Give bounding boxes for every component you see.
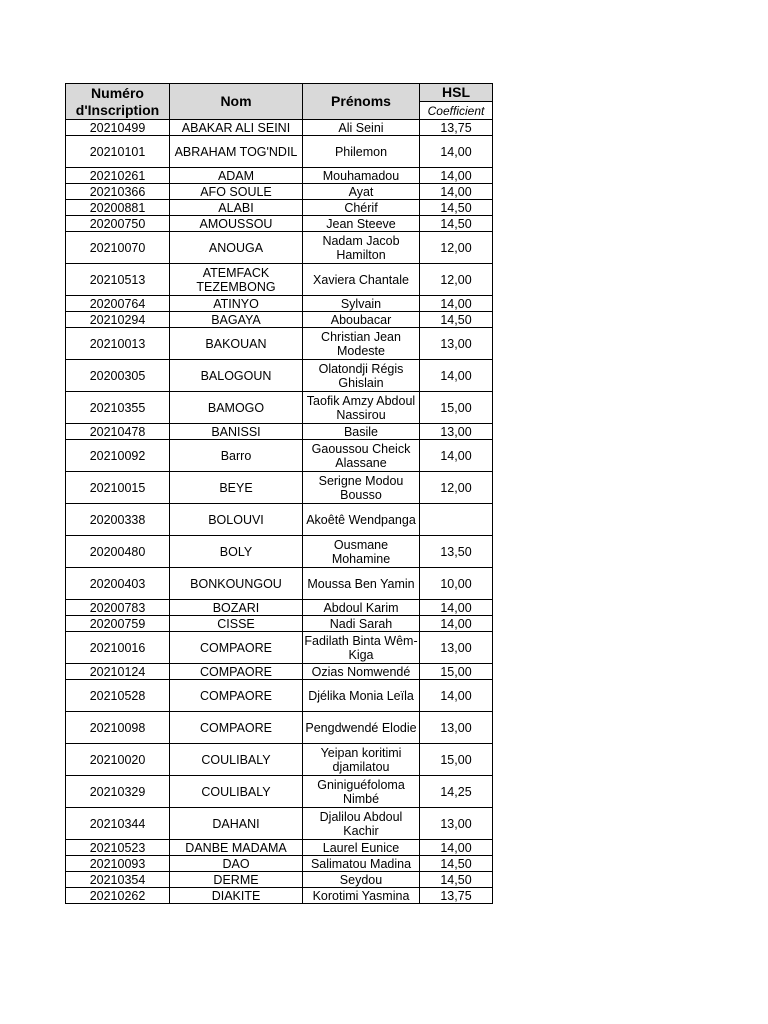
- cell-nom: DAHANI: [170, 808, 303, 840]
- cell-prenoms: Taofik Amzy Abdoul Nassirou: [303, 392, 420, 424]
- cell-nom: BALOGOUN: [170, 360, 303, 392]
- cell-nom: BANISSI: [170, 424, 303, 440]
- cell-prenoms: Jean Steeve: [303, 216, 420, 232]
- cell-nom: DIAKITE: [170, 888, 303, 904]
- header-coefficient: Coefficient: [420, 102, 493, 120]
- cell-prenoms: Seydou: [303, 872, 420, 888]
- table-row: [66, 616, 493, 632]
- cell-numero: 20200764: [66, 296, 170, 312]
- table-row: [66, 600, 493, 616]
- cell-hsl: 12,00: [420, 264, 493, 296]
- cell-numero: 20210016: [66, 632, 170, 664]
- cell-prenoms: Laurel Eunice: [303, 840, 420, 856]
- cell-hsl: 14,50: [420, 872, 493, 888]
- cell-nom: DANBE MADAMA: [170, 840, 303, 856]
- cell-prenoms: Christian Jean Modeste: [303, 328, 420, 360]
- cell-nom: ATINYO: [170, 296, 303, 312]
- cell-nom: COMPAORE: [170, 680, 303, 712]
- cell-prenoms: Djélika Monia Leïla: [303, 680, 420, 712]
- cell-nom: BAMOGO: [170, 392, 303, 424]
- cell-prenoms: Serigne Modou Bousso: [303, 472, 420, 504]
- cell-nom: BOLY: [170, 536, 303, 568]
- cell-prenoms: Philemon: [303, 136, 420, 168]
- table-row: [66, 360, 493, 392]
- cell-numero: 20210092: [66, 440, 170, 472]
- table-row: [66, 744, 493, 776]
- cell-prenoms: Moussa Ben Yamin: [303, 568, 420, 600]
- cell-hsl: 14,00: [420, 184, 493, 200]
- cell-prenoms: Yeipan koritimi djamilatou: [303, 744, 420, 776]
- cell-hsl: 14,00: [420, 840, 493, 856]
- cell-prenoms: Pengdwendé Elodie: [303, 712, 420, 744]
- table-body: [66, 120, 493, 904]
- header-prenoms: Prénoms: [303, 84, 420, 120]
- cell-hsl: 15,00: [420, 744, 493, 776]
- cell-hsl: 10,00: [420, 568, 493, 600]
- cell-prenoms: Gniniguéfoloma Nimbé: [303, 776, 420, 808]
- cell-hsl: 13,75: [420, 888, 493, 904]
- cell-hsl: 13,00: [420, 632, 493, 664]
- cell-hsl: 12,00: [420, 232, 493, 264]
- cell-prenoms: Ayat: [303, 184, 420, 200]
- cell-numero: 20210329: [66, 776, 170, 808]
- cell-hsl: 14,50: [420, 312, 493, 328]
- cell-nom: COMPAORE: [170, 632, 303, 664]
- cell-prenoms: Nadam Jacob Hamilton: [303, 232, 420, 264]
- cell-hsl: 14,50: [420, 216, 493, 232]
- cell-prenoms: Ozias Nomwendé: [303, 664, 420, 680]
- cell-nom: ANOUGA: [170, 232, 303, 264]
- cell-hsl: 14,00: [420, 360, 493, 392]
- cell-hsl: 14,00: [420, 600, 493, 616]
- cell-numero: 20210294: [66, 312, 170, 328]
- cell-hsl: 14,00: [420, 296, 493, 312]
- cell-numero: 20210070: [66, 232, 170, 264]
- cell-numero: 20200881: [66, 200, 170, 216]
- cell-numero: 20210513: [66, 264, 170, 296]
- cell-prenoms: Sylvain: [303, 296, 420, 312]
- cell-nom: AFO SOULE: [170, 184, 303, 200]
- cell-numero: 20210101: [66, 136, 170, 168]
- cell-numero: 20200759: [66, 616, 170, 632]
- cell-prenoms: Nadi Sarah: [303, 616, 420, 632]
- cell-prenoms: Djalilou Abdoul Kachir: [303, 808, 420, 840]
- cell-numero: 20210098: [66, 712, 170, 744]
- cell-hsl: 13,00: [420, 712, 493, 744]
- cell-hsl: 13,75: [420, 120, 493, 136]
- cell-numero: 20200750: [66, 216, 170, 232]
- cell-nom: BONKOUNGOU: [170, 568, 303, 600]
- table-row: [66, 664, 493, 680]
- table-row: [66, 184, 493, 200]
- cell-nom: CISSE: [170, 616, 303, 632]
- cell-nom: BAKOUAN: [170, 328, 303, 360]
- cell-hsl: 14,00: [420, 616, 493, 632]
- cell-numero: 20200783: [66, 600, 170, 616]
- cell-hsl: 14,00: [420, 168, 493, 184]
- cell-hsl: 13,00: [420, 328, 493, 360]
- cell-nom: COMPAORE: [170, 712, 303, 744]
- cell-prenoms: Abdoul Karim: [303, 600, 420, 616]
- table-row: [66, 472, 493, 504]
- cell-numero: 20210015: [66, 472, 170, 504]
- table-row: [66, 536, 493, 568]
- cell-hsl: 14,00: [420, 680, 493, 712]
- table-row: [66, 424, 493, 440]
- table-row: [66, 568, 493, 600]
- cell-numero: 20200480: [66, 536, 170, 568]
- header-row: [66, 84, 493, 102]
- cell-nom: Barro: [170, 440, 303, 472]
- cell-nom: BOLOUVI: [170, 504, 303, 536]
- cell-numero: 20210528: [66, 680, 170, 712]
- cell-hsl: 15,00: [420, 664, 493, 680]
- cell-hsl: 14,25: [420, 776, 493, 808]
- table-row: [66, 296, 493, 312]
- cell-numero: 20210262: [66, 888, 170, 904]
- table-row: [66, 712, 493, 744]
- table-row: [66, 312, 493, 328]
- cell-nom: ABRAHAM TOG'NDIL: [170, 136, 303, 168]
- table-header: [66, 84, 493, 120]
- table-row: [66, 328, 493, 360]
- table-row: [66, 120, 493, 136]
- cell-hsl: 13,00: [420, 808, 493, 840]
- cell-nom: BAGAYA: [170, 312, 303, 328]
- cell-nom: DAO: [170, 856, 303, 872]
- cell-nom: ABAKAR ALI SEINI: [170, 120, 303, 136]
- grades-table: [65, 83, 493, 904]
- cell-numero: 20210013: [66, 328, 170, 360]
- table-row: [66, 440, 493, 472]
- cell-hsl: 14,00: [420, 440, 493, 472]
- cell-numero: 20210355: [66, 392, 170, 424]
- cell-nom: COMPAORE: [170, 664, 303, 680]
- table-row: [66, 264, 493, 296]
- cell-nom: BEYE: [170, 472, 303, 504]
- cell-numero: 20210020: [66, 744, 170, 776]
- table-row: [66, 632, 493, 664]
- cell-hsl: 12,00: [420, 472, 493, 504]
- cell-numero: 20200403: [66, 568, 170, 600]
- cell-numero: 20210499: [66, 120, 170, 136]
- cell-hsl: 14,50: [420, 200, 493, 216]
- header-nom: Nom: [170, 84, 303, 120]
- cell-hsl: 15,00: [420, 392, 493, 424]
- cell-prenoms: Gaoussou Cheick Alassane: [303, 440, 420, 472]
- cell-numero: 20200305: [66, 360, 170, 392]
- table-row: [66, 840, 493, 856]
- cell-numero: 20210478: [66, 424, 170, 440]
- cell-nom: BOZARI: [170, 600, 303, 616]
- table-row: [66, 680, 493, 712]
- cell-prenoms: Akoêtê Wendpanga: [303, 504, 420, 536]
- cell-numero: 20210124: [66, 664, 170, 680]
- cell-nom: ALABI: [170, 200, 303, 216]
- cell-prenoms: Aboubacar: [303, 312, 420, 328]
- cell-nom: DERME: [170, 872, 303, 888]
- cell-prenoms: Ali Seini: [303, 120, 420, 136]
- cell-nom: COULIBALY: [170, 776, 303, 808]
- cell-numero: 20200338: [66, 504, 170, 536]
- table-row: [66, 392, 493, 424]
- cell-numero: 20210093: [66, 856, 170, 872]
- table-row: [66, 168, 493, 184]
- header-hsl: HSL: [420, 84, 493, 102]
- cell-numero: 20210261: [66, 168, 170, 184]
- table-row: [66, 216, 493, 232]
- cell-prenoms: Mouhamadou: [303, 168, 420, 184]
- table-row: [66, 776, 493, 808]
- table-row: [66, 504, 493, 536]
- cell-numero: 20210366: [66, 184, 170, 200]
- table-row: [66, 232, 493, 264]
- cell-numero: 20210344: [66, 808, 170, 840]
- cell-hsl: 13,00: [420, 424, 493, 440]
- cell-hsl: 14,00: [420, 136, 493, 168]
- table-row: [66, 808, 493, 840]
- cell-prenoms: Chérif: [303, 200, 420, 216]
- cell-hsl: [420, 504, 493, 536]
- cell-prenoms: Basile: [303, 424, 420, 440]
- cell-prenoms: Ousmane Mohamine: [303, 536, 420, 568]
- cell-prenoms: Korotimi Yasmina: [303, 888, 420, 904]
- table-row: [66, 872, 493, 888]
- header-numero: Numéro d'Inscription: [66, 84, 170, 120]
- cell-numero: 20210354: [66, 872, 170, 888]
- cell-prenoms: Fadilath Binta Wêm-Kiga: [304, 633, 418, 662]
- cell-nom: ADAM: [170, 168, 303, 184]
- cell-prenoms: Xaviera Chantale: [303, 264, 420, 296]
- table-row: [66, 856, 493, 872]
- cell-hsl: 13,50: [420, 536, 493, 568]
- table-row: [66, 200, 493, 216]
- cell-numero: 20210523: [66, 840, 170, 856]
- cell-nom: ATEMFACK TEZEMBONG: [170, 264, 303, 296]
- cell-nom: AMOUSSOU: [170, 216, 303, 232]
- cell-hsl: 14,50: [420, 856, 493, 872]
- cell-prenoms: Salimatou Madina: [303, 856, 420, 872]
- cell-prenoms: Olatondji Régis Ghislain: [303, 360, 420, 392]
- cell-nom: COULIBALY: [170, 744, 303, 776]
- table-row: [66, 888, 493, 904]
- table-row: [66, 136, 493, 168]
